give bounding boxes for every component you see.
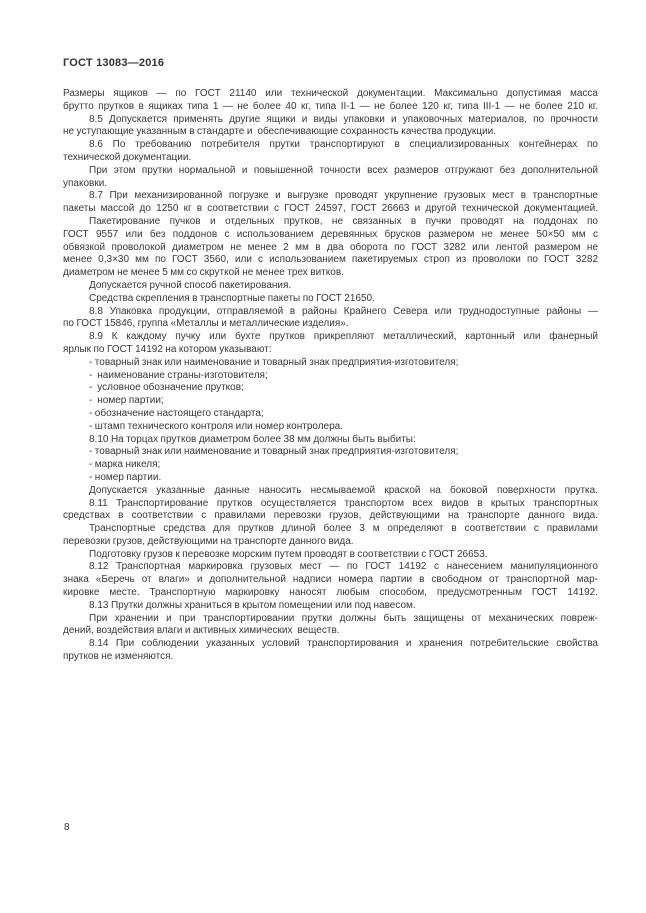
text-line: по ГОСТ 15846, группа «Металлы и металлические изделия». [63,318,349,330]
text-line: 8.12 Транспортная маркировка грузовых мест — по ГОСТ 14192 с нанесением манипуляционного [89,561,598,573]
text-line: 8.13 Прутки должны храниться в крытом помещении или под навесом. [89,599,416,611]
text-line: - товарный знак или наименование и товарный знак предприятия-изготовителя; [89,356,459,368]
text-line: Пакетирование пучков и отдельных прутков, не связанных в пучки проводят на поддонах по [89,215,598,227]
text-line: Допускается ручной способ пакетирования. [89,279,292,291]
text-line: перевозки грузов, действующими на транспорте данного вида. [63,535,354,547]
text-line: Средства скрепления в транспортные пакеты по ГОСТ 21650. [89,292,375,304]
text-line: 8.8 Упаковка продукции, отправляемой в районы Крайнего Севера или труднодоступные районы — [89,305,598,317]
text-line: упаковки. [63,177,108,189]
text-line: 8.14 При соблюдении указанных условий транспортирования и хранения потребительские свойства [89,638,598,650]
text-line: знака «Беречь от влаги» и дополнительной надписи номера партии в свободном от транспортной мар- [63,574,598,586]
text-line: Размеры ящиков — по ГОСТ 21140 или технической документации. Максимально допустимая масса [63,88,598,99]
text-line: - марка никеля; [89,459,161,471]
text-line: технической документации. [63,151,192,163]
text-line: брутто прутков в ящиках типа 1 — не более 40 кг, типа II-1 — не более 120 кг, типа III-1 — не более 210 кг. [63,100,598,112]
text-line: - номер партии. [89,471,162,483]
text-line: 8.10 На торцах прутков диаметром более 38 мм должны быть выбиты: [89,433,416,445]
standard-number-header: ГОСТ 13083—2016 [63,57,165,69]
text-line: - обозначение настоящего стандарта; [89,407,264,419]
text-line: кировке месте. Транспортную маркировку наносят любым способом, предусмотренным ГОСТ 14192. [63,587,598,599]
text-line: пакеты массой до 1250 кг в соответствии с ГОСТ 24597, ГОСТ 26663 и другой технической документацией. [63,203,598,215]
text-line: При этом прутки нормальной и повышенной точности всех размеров отгружают без дополнительной [89,164,598,176]
text-line: 8.9 К каждому пучку или бухте прутков прикрепляют металлический, картонный или фанерный [89,331,598,343]
text-line: дений, воздействия влаги и активных химических веществ. [63,625,340,637]
text-line: 8.11 Транспортирование прутков осуществляется транспортом всех видов в крытых транспортных [89,497,598,509]
text-line: - штамп технического контроля или номер контролера. [89,420,344,432]
text-line: ярлык по ГОСТ 14192 на котором указывают: [63,343,272,355]
text-line: не уступающие указанным в стандарте и обеспечивающие сохранность качества продукции. [63,126,496,138]
text-line: менее 0,3×30 мм по ГОСТ 3560, или с использованием пакетируемых строп из проволоки по ГОСТ 3282 [63,254,598,266]
text-line: ГОСТ 9557 или без поддонов с использованием деревянных брусков размером не менее 50×50 мм с [63,228,598,240]
text-line: - условное обозначение прутков; [89,382,244,394]
text-line: При хранении и при транспортировании прутки должны быть защищены от механических повреж- [89,612,598,624]
text-line: 8.7 При механизированной погрузке и выгрузке проводят укрупнение грузовых мест в транспортные [89,190,598,202]
text-line: 8.5 Допускается применять другие ящики и виды упаковки и упаковочных материалов, по прочности [89,113,598,125]
text-line: Подготовку грузов к перевозке морским путем проводят в соответствии с ГОСТ 26653. [89,548,488,560]
text-line: - наименование страны-изготовителя; [89,369,268,381]
document-body [63,88,598,664]
text-line: - номер партии; [89,395,164,407]
text-line: Допускается указанные данные наносить несмываемой краской на боковой поверхности прутка. [89,484,598,496]
text-line: - товарный знак или наименование и товарный знак предприятия-изготовителя; [89,446,459,458]
text-line: прутков не изменяются. [63,651,174,663]
text-line: обвязкой проволокой диаметром не менее 2 мм в два оборота по ГОСТ 3282 или лентой размером не [63,241,598,253]
text-line: средствах в соответствии с правилами перевозки грузов, действующими на транспорте данного вида. [63,510,598,522]
text-line: диаметром не менее 5 мм со скруткой не менее трех витков. [63,267,344,279]
text-line: 8.6 По требованию потребителя прутки транспортируют в специализированных контейнерах по [89,139,598,151]
text-line: Транспортные средства для прутков длиной более 3 м определяют в соответствии с правилами [89,523,598,535]
page-number: 8 [64,822,70,833]
